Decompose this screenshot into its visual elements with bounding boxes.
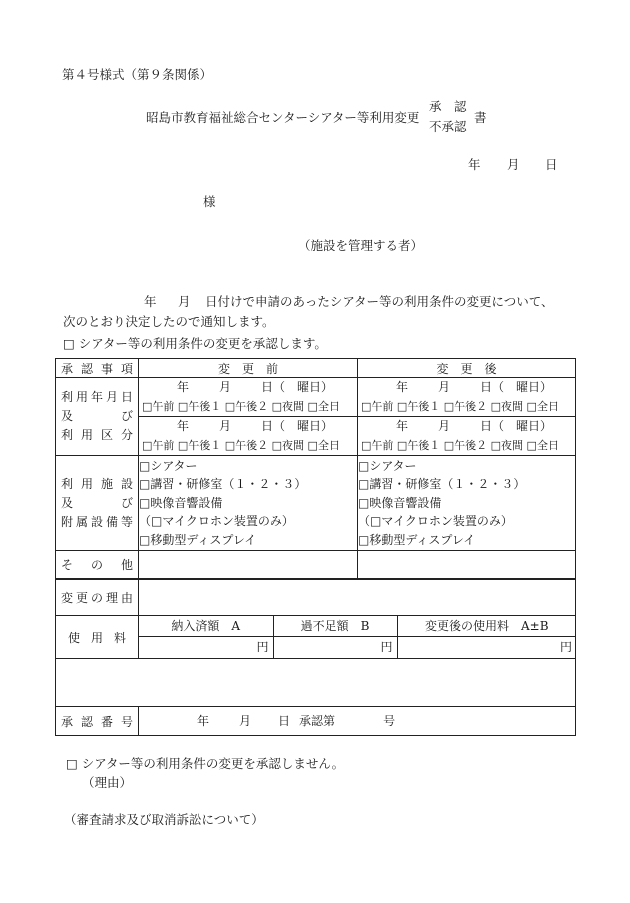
after-slots-1: □午前 □午後１ □午後２ □夜間 □全日 xyxy=(358,397,575,417)
before-slots-1: □午前 □午後１ □午後２ □夜間 □全日 xyxy=(139,397,357,417)
before-weekday-1: （ 曜日） xyxy=(273,380,334,394)
usage-date-label-2a: 及 xyxy=(61,409,74,423)
after-year-2: 年 xyxy=(396,419,409,433)
after-facility-item: □移動型ディスプレイ xyxy=(358,532,476,547)
after-facility-item: □講習・研修室（１・２・３） xyxy=(358,477,526,492)
reject-reason: （理由） xyxy=(82,775,133,790)
other-before xyxy=(139,551,358,579)
facilities-row xyxy=(56,456,576,551)
usage-date-label-2b: び xyxy=(120,409,133,423)
reason-row xyxy=(56,579,576,616)
date-day: 日 xyxy=(545,157,558,172)
approval-prefix: 承認第 xyxy=(299,713,336,728)
before-weekday-2: （ 曜日） xyxy=(273,419,334,433)
before-facility-item: □映像音響設備 xyxy=(139,495,223,510)
usage-date-before xyxy=(139,378,358,456)
other-after xyxy=(358,551,576,579)
header-before: 変 更 前 xyxy=(139,359,358,378)
approve-option: □ シアター等の利用条件の変更を承認します。 xyxy=(63,336,327,351)
after-day-2: 日 xyxy=(480,419,493,433)
fee-row xyxy=(56,616,576,659)
before-facility-item: （□マイクロホン装置のみ） xyxy=(139,514,294,529)
after-month-2: 月 xyxy=(438,419,451,433)
fee-header-b: 過不足額 B xyxy=(273,616,397,637)
addressee-suffix: 様 xyxy=(203,194,216,209)
after-facility-item: （□マイクロホン装置のみ） xyxy=(358,514,513,529)
fee-label: 使用料 xyxy=(56,616,139,659)
approval-suffix: 号 xyxy=(383,713,396,728)
before-month-2: 月 xyxy=(219,419,232,433)
header-after: 変 更 後 xyxy=(358,359,576,378)
before-slots-2: □午前 □午後１ □午後２ □夜間 □全日 xyxy=(142,439,340,452)
usage-date-row xyxy=(56,378,576,456)
fee-header-c: 変更後の使用料 A±B xyxy=(397,616,576,637)
usage-date-after xyxy=(358,378,576,456)
fee-cells xyxy=(139,616,576,659)
fee-header-a: 納入済額 A xyxy=(139,616,273,637)
before-month-1: 月 xyxy=(219,380,232,394)
before-day-1: 日 xyxy=(261,380,274,394)
title-suffix: 書 xyxy=(474,110,487,125)
date-year: 年 xyxy=(468,157,481,172)
usage-date-label-1: 利用年月日 xyxy=(61,390,133,404)
fee-value-a: 円 xyxy=(139,637,273,659)
intro-line-1: 日付けで申請のあったシアター等の利用条件の変更について、 xyxy=(205,294,554,309)
before-facility-item: □移動型ディスプレイ xyxy=(139,532,257,547)
approval-month: 月 xyxy=(239,713,252,728)
approval-number-label: 承認番号 xyxy=(56,707,139,736)
before-facility-item: □シアター xyxy=(139,458,198,473)
facilities-label-3: 附属設備等 xyxy=(61,514,133,529)
intro-year: 年 xyxy=(144,294,157,309)
header-approval-item: 承認事項 xyxy=(56,359,139,378)
before-facility-item: □講習・研修室（１・２・３） xyxy=(139,477,307,492)
other-row xyxy=(56,551,576,579)
usage-date-label-3: 利用区分 xyxy=(61,428,133,442)
fee-value-b: 円 xyxy=(273,637,397,659)
change-table xyxy=(55,358,576,736)
issuer: （施設を管理する者） xyxy=(298,238,424,253)
other-label: その他 xyxy=(56,551,139,579)
facilities-label-2b: び xyxy=(120,495,133,510)
approval-number-value xyxy=(139,707,576,736)
approval-year: 年 xyxy=(197,713,210,728)
after-weekday-2: （ 曜日） xyxy=(492,419,553,433)
date-month: 月 xyxy=(507,157,520,172)
before-day-2: 日 xyxy=(261,419,274,433)
title-option-reject: 不承認 xyxy=(429,119,467,134)
before-year-1: 年 xyxy=(177,380,190,394)
fee-value-c: 円 xyxy=(397,637,576,659)
facilities-label-2a: 及 xyxy=(61,495,74,510)
after-slots-2: □午前 □午後１ □午後２ □夜間 □全日 xyxy=(361,439,559,452)
after-month-1: 月 xyxy=(438,380,451,394)
intro-month: 月 xyxy=(178,294,191,309)
after-weekday-1: （ 曜日） xyxy=(492,380,553,394)
before-year-2: 年 xyxy=(177,419,190,433)
intro-line-2: 次のとおり決定したので通知します。 xyxy=(63,314,275,329)
after-facility-item: □シアター xyxy=(358,458,417,473)
after-day-1: 日 xyxy=(480,380,493,394)
appeal-note: （審査請求及び取消訴訟について） xyxy=(64,812,264,827)
blank-cell xyxy=(56,659,576,707)
approval-day: 日 xyxy=(278,713,291,728)
blank-row xyxy=(56,659,576,707)
facilities-label xyxy=(56,456,139,551)
usage-date-label xyxy=(56,378,139,456)
reason-label: 変更の理由 xyxy=(56,579,139,616)
after-year-1: 年 xyxy=(396,380,409,394)
facilities-label-1: 利用施設 xyxy=(61,476,133,491)
reason-value xyxy=(139,579,576,616)
after-facility-item: □映像音響設備 xyxy=(358,495,442,510)
table-header-row xyxy=(56,359,576,378)
document-title: 昭島市教育福祉総合センターシアター等利用変更 xyxy=(146,110,420,125)
form-number: 第４号様式（第９条関係） xyxy=(62,67,213,82)
facilities-before xyxy=(139,456,358,551)
facilities-after xyxy=(358,456,576,551)
reject-option: □ シアター等の利用条件の変更を承認しません。 xyxy=(66,756,345,771)
title-option-approve: 承 認 xyxy=(429,99,467,114)
approval-number-row xyxy=(56,707,576,736)
